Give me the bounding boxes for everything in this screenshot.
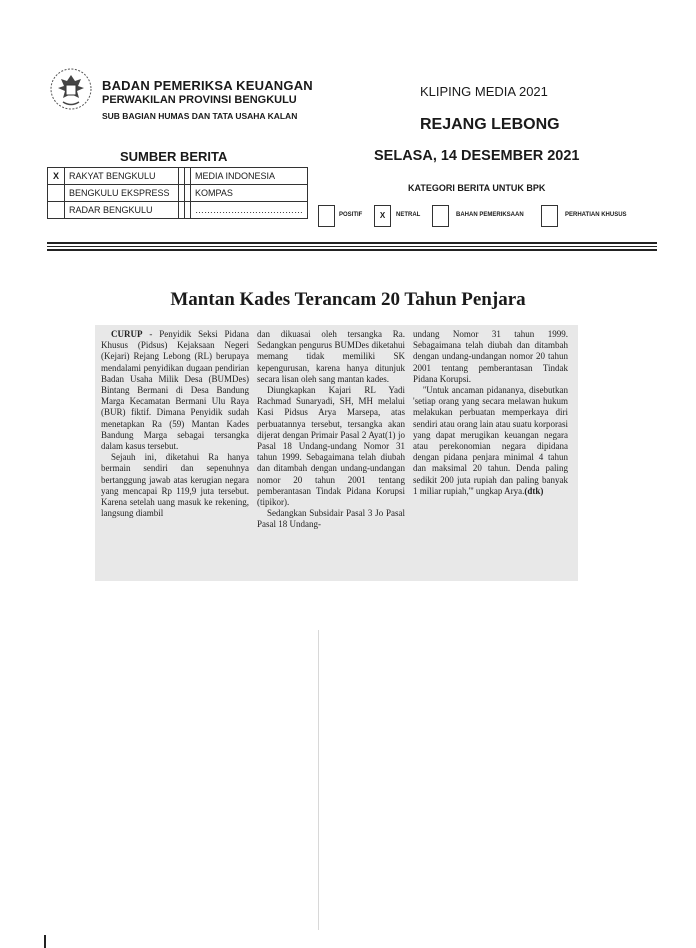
header-divider: [47, 246, 657, 247]
article-paragraph: Sejauh ini, diketahui Ra hanya bermain sendiri dan sepenuhnya bertanggung jawab atas kerugian negara yang mencapai Rp 119,9 juta tersebut. Karena setelah uang masuk ke rekening, langsung diambil: [101, 452, 249, 519]
article-signoff: (dtk): [524, 485, 544, 496]
category-label-perhatian-khusus: PERHATIAN KHUSUS: [565, 212, 627, 218]
source-name: RADAR BENGKULU: [65, 202, 179, 219]
scan-edge-mark: [44, 935, 46, 948]
source-mark: [48, 202, 65, 219]
article-text: ''Untuk ancaman pidananya, disebutkan 'setiap orang yang secara melawan hukum melakukan perbuatan memperkaya diri sendiri atau orang lain atau suatu korporasi yang dapat merugikan keuangan negara atau perekonomian negara dipidana dengan pidana penjara minimal 4 tahun dan maksimal 20 tahun. Denda paling sedikit 200 juta rupiah dan paling banyak 1 miliar rupiah,''' ungkap Arya.: [413, 385, 568, 496]
article-paragraph: [101, 329, 249, 452]
source-name: MEDIA INDONESIA: [191, 168, 308, 185]
article-text: - Penyidik Seksi Pidana Khusus (Pidsus) Kejaksaan Negeri (Kejari) Rejang Lebong (RL) berupaya mendalami penyidikan dugaan pendirian Badan Usaha Milik Desa (BUMDes) Bintang Bermani di Desa Bandung Marga Kecamatan Bermani Ulu Raya (BUR) fiktif. Dimana Penyidik sudah menetapkan Ra (59) Mantan Kades Bandung Marga sebagai tersangka dalam kasus tersebut.: [101, 329, 249, 452]
article-column-3: [413, 329, 568, 497]
source-name: KOMPAS: [191, 185, 308, 202]
category-label-bahan-pemeriksaan: BAHAN PEMERIKSAAN: [456, 212, 524, 218]
article-paragraph: [413, 385, 568, 497]
org-branch: PERWAKILAN PROVINSI BENGKULU: [102, 94, 297, 106]
source-table: [47, 167, 308, 219]
source-mark: [48, 185, 65, 202]
category-checkbox-positif: [318, 205, 335, 227]
article-paragraph: Diungkapkan Kajari RL Yadi Rachmad Sunaryadi, SH, MH melalui Kasi Pidsus Arya Marsepa, atas perbuatannya tersebut, tersangka akan dijerat dengan Primair Pasal 2 Ayat(1) jo Pasal 18 Undang-undang Nomor 31 tahun 1999. Sebagaimana telah diubah dan ditambah dengan undang-undangan nomor 20 tahun 2001 tentang pemberantasan Tindak Pidana Korupsi (tipikor).: [257, 385, 405, 508]
category-label-netral: NETRAL: [396, 212, 421, 218]
org-name: BADAN PEMERIKSA KEUANGAN: [102, 78, 313, 93]
garuda-emblem-icon: [48, 66, 94, 112]
sources-title: SUMBER BERITA: [120, 149, 228, 164]
kliping-label: KLIPING MEDIA 2021: [420, 84, 548, 99]
org-subdivision: SUB BAGIAN HUMAS DAN TATA USAHA KALAN: [102, 111, 298, 121]
source-name: RAKYAT BENGKULU: [65, 168, 179, 185]
article-column-2: [257, 329, 405, 531]
publication-date: SELASA, 14 DESEMBER 2021: [374, 148, 580, 164]
article-headline: Mantan Kades Terancam 20 Tahun Penjara: [170, 289, 526, 310]
category-label-positif: POSITIF: [339, 212, 363, 218]
article-paragraph: Sedangkan Subsidair Pasal 3 Jo Pasal Pasal 18 Undang-: [257, 508, 405, 530]
header-divider: [47, 242, 657, 244]
source-row: [48, 168, 308, 185]
header-divider: [47, 249, 657, 251]
category-title: KATEGORI BERITA UNTUK BPK: [408, 183, 546, 193]
category-checkbox-bahan-pemeriksaan: [432, 205, 449, 227]
source-name: ………………………………: [191, 202, 308, 219]
category-checkbox-netral: X: [374, 205, 391, 227]
news-clipping: [95, 325, 578, 581]
article-dateline: CURUP: [111, 329, 143, 339]
category-checkbox-perhatian-khusus: [541, 205, 558, 227]
source-row: [48, 202, 308, 219]
article-paragraph: undang Nomor 31 tahun 1999. Sebagaimana telah diubah dan ditambah dengan undang-undangan nomor 20 tahun 2001 tentang pemberantasan Tindak Pidana Korupsi.: [413, 329, 568, 384]
article-column-1: [101, 329, 249, 519]
source-mark: X: [48, 168, 65, 185]
source-name: BENGKULU EKSPRESS: [65, 185, 179, 202]
region-title: REJANG LEBONG: [420, 116, 560, 133]
source-row: [48, 185, 308, 202]
scan-fold-line: [318, 630, 319, 930]
article-paragraph: dan dikuasai oleh tersangka Ra. Sedangkan pengurus BUMDes diketahui memang tidak memiliki SK kepengurusan, karena hanya ditunjuk secara lisan oleh sang mantan kades.: [257, 329, 405, 384]
